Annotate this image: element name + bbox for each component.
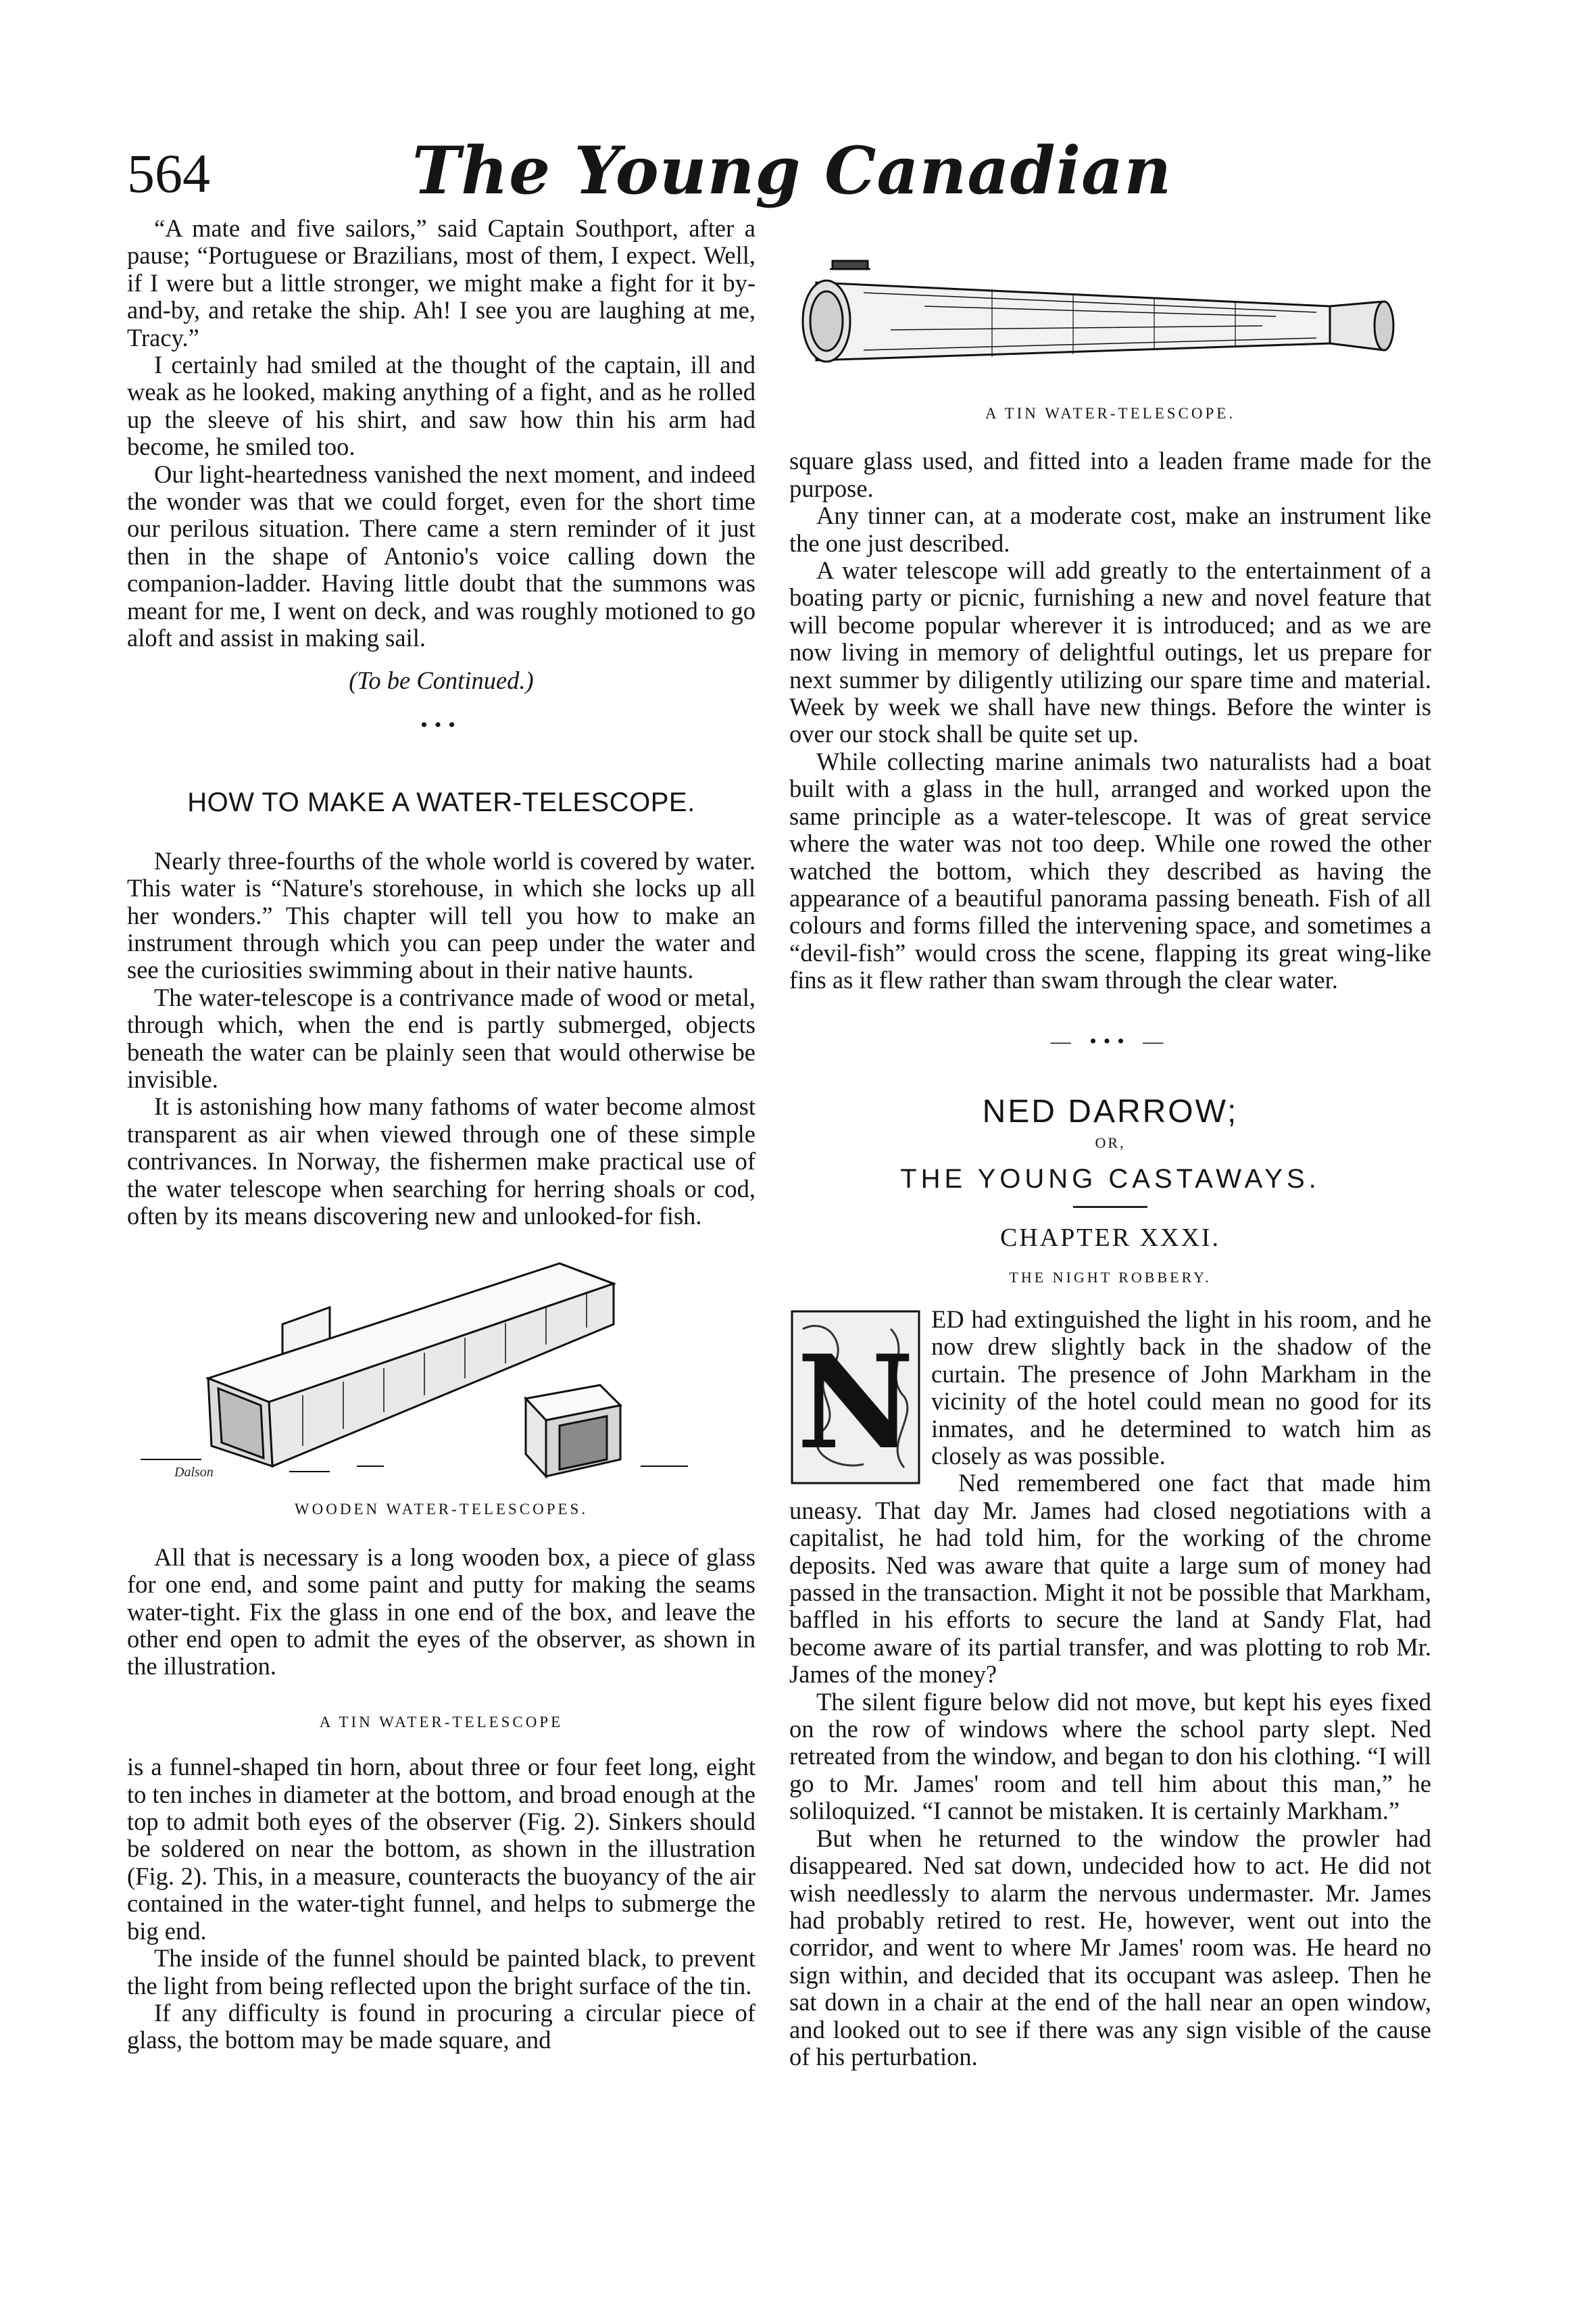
to-be-continued: (To be Continued.) <box>349 666 534 694</box>
tin-paragraph-2: The inside of the funnel should be painted black, to prevent the light from being reflected upon the bright surface of the tin. <box>127 1944 756 2000</box>
story-or: OR, <box>1095 1134 1126 1152</box>
page-number: 564 <box>127 143 210 204</box>
story-title: NED DARROW; <box>982 1093 1239 1130</box>
illustrator-signature: Dalson <box>174 1465 214 1480</box>
after-figure-paragraph: All that is necessary is a long wooden box, a piece of glass for one end, and some paint and putty for making the seams water-tight. Fix the glass in one end of the box, and leave the other end open to admit the eyes of the observer, as shown in the illustration. <box>127 1543 756 1680</box>
article-title: HOW TO MAKE A WATER-TELESCOPE. <box>187 788 695 818</box>
tin-paragraph-3: If any difficulty is found in procuring a circular piece of glass, the bottom may be made square, and <box>127 1998 756 2054</box>
ornament-divider: ••• <box>420 713 462 736</box>
ornament-divider-2: — ••• — <box>1050 1030 1170 1052</box>
chapter-subtitle: THE NIGHT ROBBERY. <box>1009 1268 1212 1286</box>
title-rule <box>1073 1206 1147 1208</box>
chapter-heading: CHAPTER XXXI. <box>999 1224 1221 1253</box>
tin-figure-caption: A TIN WATER-TELESCOPE. <box>985 405 1236 422</box>
page-header <box>0 0 1584 223</box>
chapter-paragraph-3: The silent figure below did not move, but kept his eyes fixed on the row of windows where the school party slept. Ned retreated from the window, and began to don his clothing. “I will go to Mr. James' room and tell him about this man,” he soliloquized. “I cannot be mistaken. It is certainly Markham.” <box>789 1687 1431 1825</box>
article-paragraph-1: Nearly three-fourths of the whole world is covered by water. This water is “Nature's storehouse, in which she locks up all her wonders.” This chapter will tell you how to make an instrument through which you can peep under the water and see the curiosities swimming about in their native haunts. <box>127 846 756 984</box>
tin-subheading: A TIN WATER-TELESCOPE <box>319 1713 564 1730</box>
story-end-paragraph-1: “A mate and five sailors,” said Captain Southport, after a pause; “Portuguese or Brazilians, most of them, I expect. Well, if I were but a little stronger, we might make a fight for it by-and-by, and retake the ship. Ah! I see you are laughing at me, Tracy.” <box>127 214 756 352</box>
wooden-telescopes-illustration <box>127 1243 756 1486</box>
wooden-figure-caption: WOODEN WATER-TELESCOPES. <box>294 1501 589 1518</box>
drop-cap-ornament <box>789 1309 922 1486</box>
continued-paragraph-3: A water telescope will add greatly to the entertainment of a boating party or picnic, furnishing a new and novel feature that will become popular wherever it is introduced; and as we are now living in memory of delightful outings, let us prepare for next summer by diligently utilizing our spare time and material. Week by week we shall have new things. Before the winter is over our stock shall be quite set up. <box>789 556 1431 748</box>
continued-paragraph-4: While collecting marine animals two naturalists had a boat built with a glass in the hull, arranged and worked upon the same principle as a water-telescope. It was of great service where the water was not too deep. While one rowed the other watched the bottom, which they described as having the appearance of a beautiful panorama passing beneath. Fish of all colours and forms filled the intervening space, and sometimes a “devil-fish” would cross the scene, flapping its great wing-like fins as it flew rather than swam through the clear water. <box>789 747 1431 994</box>
story-end-paragraph-3: Our light-heartedness vanished the next moment, and indeed the wonder was that we could forget, even for the short time our perilous situation. There came a stern reminder of it just then in the shape of Antonio's voice calling down the companion-ladder. Having little doubt that the summons was meant for me, I went on deck, and was roughly motioned to go aloft and assist in making sail. <box>127 460 756 652</box>
chapter-paragraph-1: ED had extinguished the light in his room, and he now drew slightly back in the shadow of the curtain. The presence of John Markham in the vicinity of the hotel could mean no good for its inmates, and he determined to watch him as closely as was possible. <box>931 1305 1431 1470</box>
story-subtitle: THE YOUNG CASTAWAYS. <box>900 1163 1320 1194</box>
magazine-title: The Young Canadian <box>412 132 1172 209</box>
continued-paragraph-2: Any tinner can, at a moderate cost, make an instrument like the one just described. <box>789 502 1431 557</box>
article-paragraph-3: It is astonishing how many fathoms of water become almost transparent as air when viewed through one of these simple contrivances. In Norway, the fishermen make practical use of the water telescope when searching for herring shoals or cod, often by its means discovering new and unlooked-for fish. <box>127 1092 756 1230</box>
chapter-paragraph-4: But when he returned to the window the prowler had disappeared. Ned sat down, undecided how to act. He did not wish needlessly to alarm the nervous undermaster. Mr. James had probably retired to rest. He, however, went out into the corridor, and went to where Mr James' room was. He heard no sign within, and decided that its occupant was asleep. Then he sat down in a chair at the end of the hall near an open window, and looked out to see if there was any sign visible of the cause of his perturbation. <box>789 1824 1431 2071</box>
article-paragraph-2: The water-telescope is a contrivance made of wood or metal, through which, when the end is partly submerged, objects beneath the water can be plainly seen that would otherwise be invisible. <box>127 983 756 1093</box>
tin-paragraph-1: is a funnel-shaped tin horn, about three or four feet long, eight to ten inches in diameter at the bottom, and broad enough at the top to admit both eyes of the observer (Fig. 2). Sinkers should be soldered on near the bottom, as shown in the illustration (Fig. 2). This, in a measure, counteracts the buoyancy of the air contained in the water-tight funnel, and helps to submerge the big end. <box>127 1753 756 1945</box>
drop-cap-letter: N <box>797 1326 914 1478</box>
story-end-paragraph-2: I certainly had smiled at the thought of the captain, ill and weak as he looked, making anything of a fight, and as he rolled up the sleeve of his shirt, and saw how thin his arm had become, he smiled too. <box>127 351 756 461</box>
left-column <box>127 215 756 2054</box>
tin-telescope-illustration <box>789 242 1431 391</box>
chapter-paragraph-2: Ned remembered one fact that made him uneasy. That day Mr. James had closed negotiations with a capitalist, he had told him, for the working of the chrome deposits. Ned was aware that quite a large sum of money had passed in the transaction. Might it not be possible that Markham, baffled in his efforts to secure the land at Sandy Flat, had become aware of its partial transfer, and was plotting to rob Mr. James of the money? <box>789 1469 1431 1689</box>
continued-paragraph-1: square glass used, and fitted into a leaden frame made for the purpose. <box>789 447 1431 502</box>
right-column <box>789 215 1431 2071</box>
